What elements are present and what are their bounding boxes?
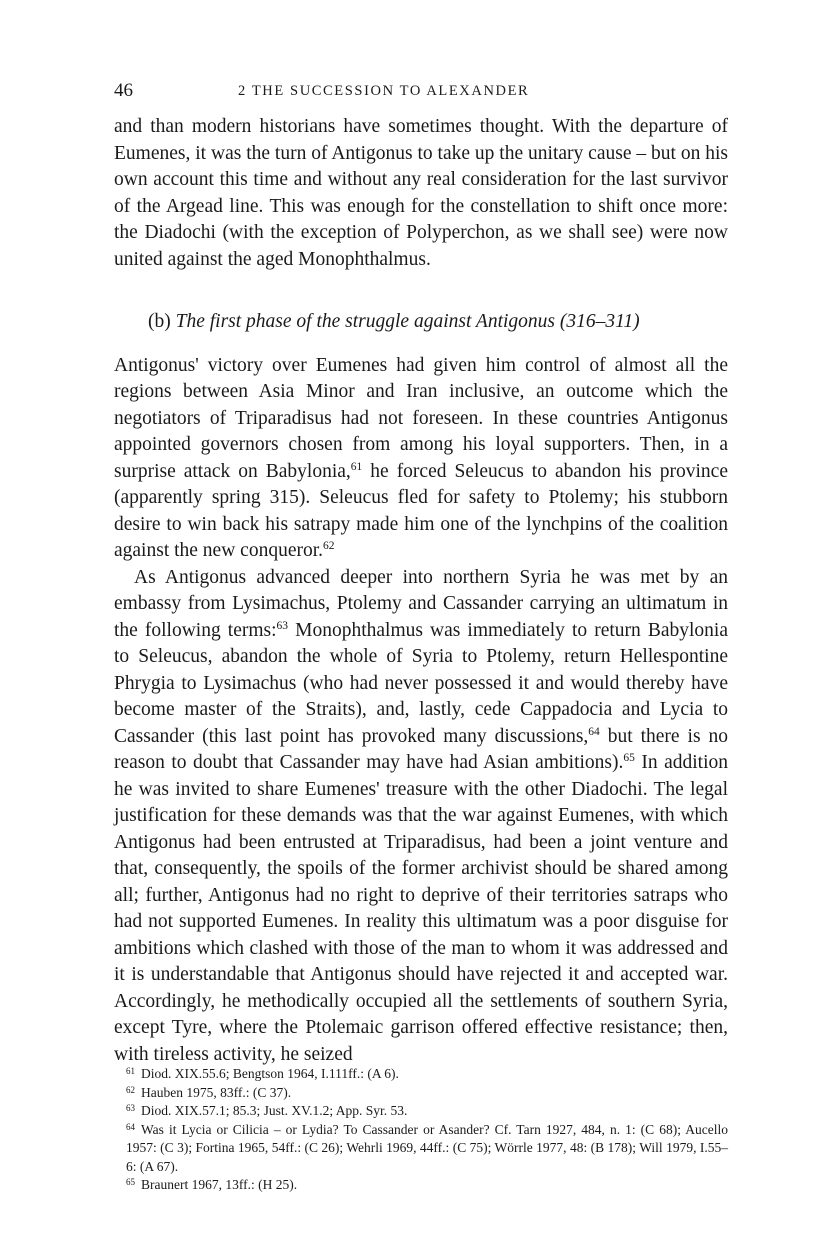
- paragraph-text: In addition he was invited to share Eumenes' treasure with the other Diadochi. The legal justification for these demands was that the war against Eumenes, with which Antigonus had been entrusted at Triparadisus, had been a joint venture and that, consequently, the spoils of the former archivist should be shared among all; further, Antigonus had no right to deprive of their territories satraps who had not supported Eumenes. In reality this ultimatum was a poor disguise for ambitions which clashed with those of the man to whom it was addressed and it is understandable that Antigonus should have rejected it and accepted war. Accordingly, he methodically occupied all the settlements of southern Syria, except Tyre, where the Ptolemaic garrison offered effective resistance; then, with tireless activity, he seized: [114, 752, 728, 1065]
- paragraph-text: As Antigonus advanced deeper into northern Syria he was met by an embassy from Lysimachus, Ptolemy and Cassander carrying an ultimatum in the following terms:: [114, 566, 728, 641]
- footnote-ref: 63: [276, 619, 289, 632]
- paragraph-ultimatum: [114, 565, 728, 1069]
- footnote-text: Diod. XIX.55.6; Bengtson 1964, I.111ff.: (A 6).: [141, 1066, 399, 1081]
- section-title: The first phase of the struggle against Antigonus (316–311): [175, 311, 640, 332]
- paragraph-continuation: and than modern historians have sometimes thought. With the departure of Eumenes, it was the turn of Antigonus to take up the unitary cause – but on his own account this time and without any real consideration for the last survivor of the Argead line. This was enough for the constellation to shift once more: the Diadochi (with the exception of Polyperchon, as we shall see) were now united against the aged Monophthalmus.: [114, 116, 728, 270]
- section-label: (b): [148, 311, 171, 332]
- running-title: 2 THE SUCCESSION TO ALEXANDER: [238, 83, 530, 99]
- footnote-63: [114, 1102, 728, 1121]
- footnote-62: [114, 1084, 728, 1103]
- footnote-number: 61: [126, 1066, 135, 1076]
- paragraph-text: Antigonus' victory over Eumenes had given him control of almost all the regions between Asia Minor and Iran inclusive, an outcome which the negotiators of Triparadisus had not foreseen. In these countries Antigonus appointed governors chosen from among his loyal supporters. Then, in a surprise attack on Babylonia,: [114, 354, 728, 482]
- paragraph-text: he forced Seleucus to abandon his province (apparently spring 315). Seleucus fled for safety to Ptolemy; his stubborn desire to win back his satrapy made him one of the lynchpins of the coalition against the new conqueror.: [114, 460, 728, 561]
- footnote-61: [114, 1065, 728, 1084]
- footnote-ref: 61: [350, 460, 363, 473]
- footnote-number: 64: [126, 1121, 135, 1132]
- paragraph-text: but there is no reason to doubt that Cassander may have had Asian ambitions).: [114, 725, 728, 773]
- footnote-text: Braunert 1967, 13ff.: (H 25).: [141, 1177, 298, 1192]
- footnote-ref: 64: [588, 725, 600, 738]
- footnote-text: Hauben 1975, 83ff.: (C 37).: [141, 1084, 292, 1100]
- footnote-text: Was it Lycia or Cilicia – or Lydia? To Cassander or Asander? Cf. Tarn 1927, 484, n. 1: (C 68); Aucello 1957: (C 3); Fortina 1965, 54ff.: (C 26); Wehrli 1969, 44ff.: (C 75); Wörrle 1977, 48: (B 178); Will 1979, I.55–6: (A 67).: [126, 1121, 728, 1174]
- paragraph-victory: [114, 353, 728, 565]
- section-heading: [114, 309, 728, 336]
- footnote-text: Diod. XIX.57.1; 85.3; Just. XV.1.2; App. Syr. 53.: [141, 1103, 408, 1118]
- footnote-number: 65: [126, 1177, 135, 1187]
- footnote-ref: 62: [323, 540, 335, 552]
- page-number: 46: [114, 80, 133, 101]
- footnotes: [114, 1065, 728, 1195]
- running-head: [114, 79, 728, 103]
- main-text: [114, 114, 728, 1068]
- paragraph-text: Monophthalmus was immediately to return Babylonia to Seleucus, abandon the whole of Syria to Ptolemy, return Hellespontine Phrygia to Lysimachus (who had never possessed it and would thereby have become master of the Straits), and, lastly, cede Cappadocia and Lycia to Cassander (this last point has provoked many discussions,: [114, 619, 728, 747]
- footnote-64: [114, 1121, 728, 1177]
- footnote-65: [114, 1176, 728, 1195]
- footnote-ref: 65: [623, 752, 635, 764]
- footnote-number: 62: [126, 1084, 135, 1095]
- footnote-number: 63: [126, 1103, 135, 1113]
